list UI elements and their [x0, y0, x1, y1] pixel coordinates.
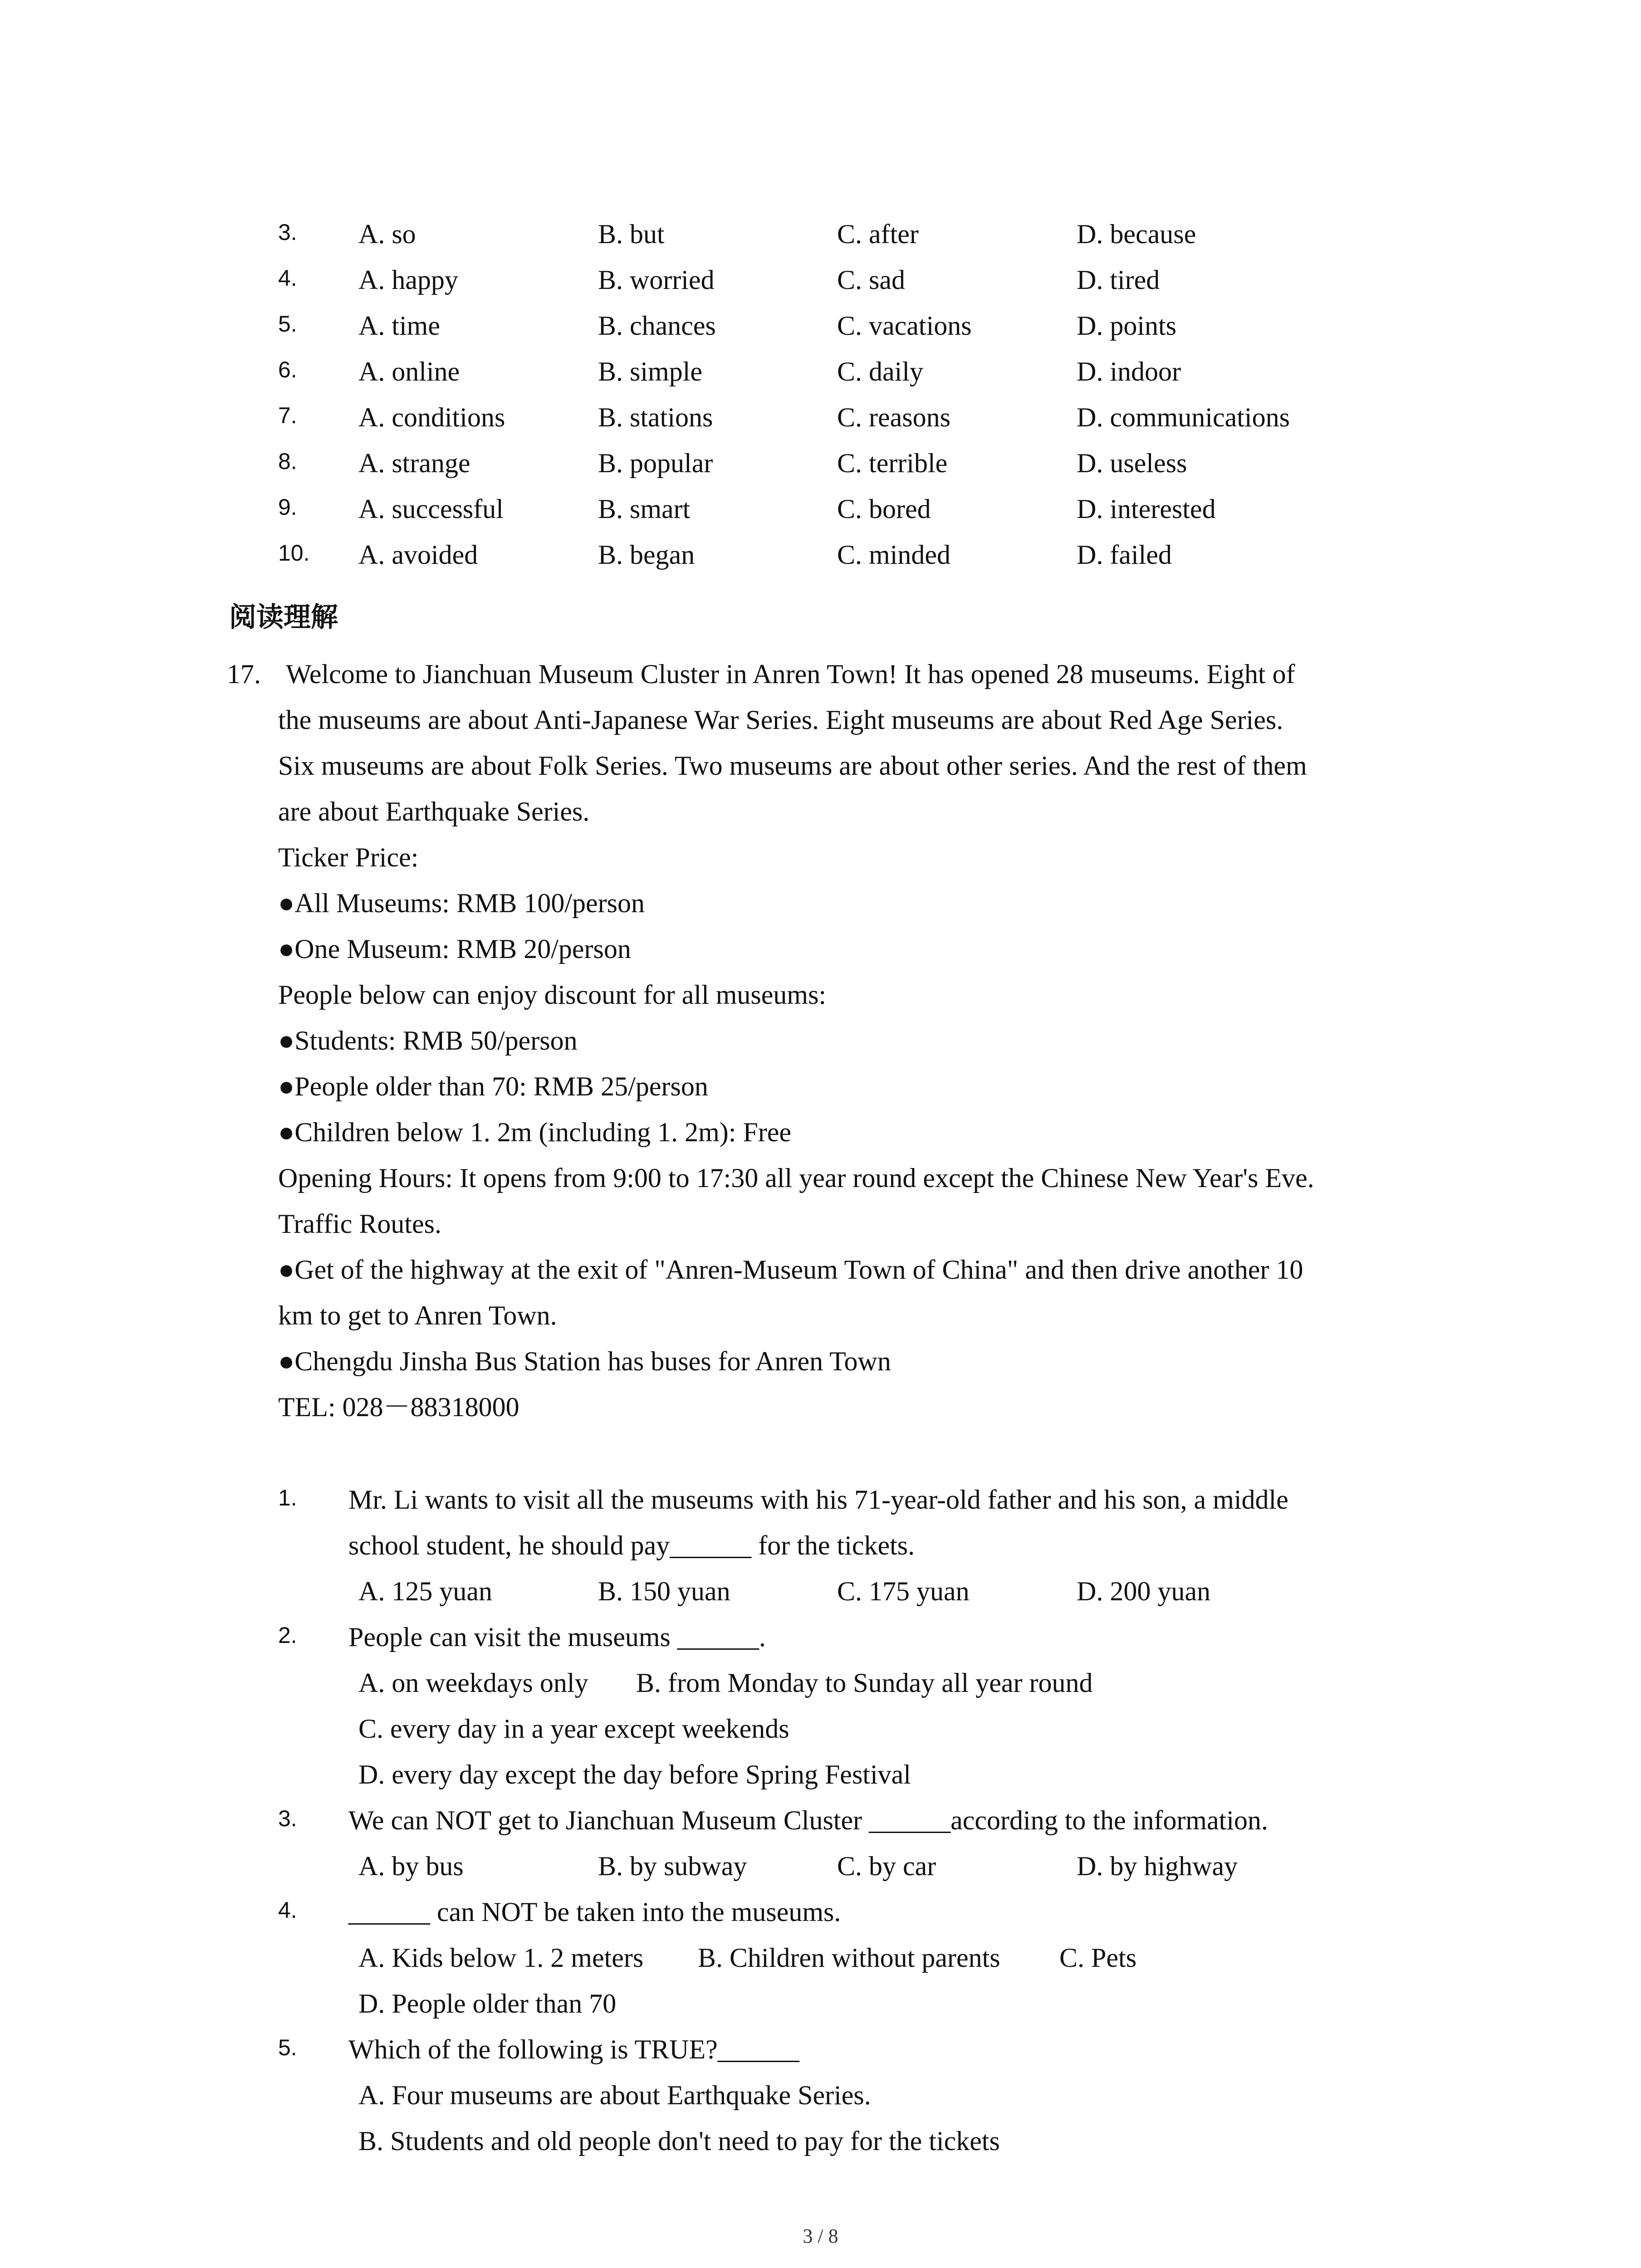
option-c: C. by car — [837, 1851, 936, 1881]
option-b: B. Students and old people don't need to pay for the tickets — [358, 2126, 1000, 2156]
option-a: A. 125 yuan — [358, 1576, 492, 1606]
question-stem: Mr. Li wants to visit all the museums with his 71-year-old father and his son, a middle — [348, 1485, 1288, 1515]
option-a: A. Kids below 1. 2 meters — [358, 1943, 644, 1973]
option-b: B. by subway — [598, 1851, 747, 1881]
option-b: B. Children without parents — [698, 1943, 1000, 1973]
option-a: A. happy — [358, 265, 458, 295]
option-a: A. online — [358, 357, 460, 386]
option-c: C. minded — [837, 540, 950, 570]
option-c: C. sad — [837, 265, 905, 295]
question-number: 5. — [278, 311, 297, 337]
question-number: 3. — [278, 220, 297, 245]
passage-number: 17. — [227, 659, 261, 689]
option-c: C. after — [837, 219, 919, 249]
option-a: A. on weekdays only — [358, 1668, 588, 1698]
option-c: C. reasons — [837, 402, 950, 432]
question-number: 10. — [278, 540, 310, 566]
question-number: 3. — [278, 1806, 297, 1831]
option-a: A. strange — [358, 448, 470, 478]
option-d: D. useless — [1077, 448, 1187, 478]
question-number: 5. — [278, 2035, 297, 2060]
question-stem: ______ can NOT be taken into the museums. — [348, 1897, 841, 1927]
option-d: D. 200 yuan — [1077, 1576, 1210, 1606]
option-b: B. worried — [598, 265, 715, 295]
option-c: C. daily — [837, 357, 923, 386]
option-a: A. successful — [358, 494, 504, 524]
question-stem: Which of the following is TRUE?______ — [348, 2034, 799, 2064]
option-d: D. by highway — [1077, 1851, 1238, 1881]
option-b: B. began — [598, 540, 695, 570]
option-a: A. by bus — [358, 1851, 464, 1881]
question-number: 2. — [278, 1623, 297, 1648]
option-b: B. 150 yuan — [598, 1576, 730, 1606]
option-c: C. 175 yuan — [837, 1576, 970, 1606]
question-number: 7. — [278, 403, 297, 428]
option-d: D. points — [1077, 311, 1177, 341]
document-page: 3. A. so B. but C. after D. because 4. A. happy B. worried C. sad D. tired 5. A. time B. chances C. vacations D. points 6. A. online B. simple C. daily D. indoor 7. A. conditions B. stations C. reasons D. communications 8. A. strange B. popular C. terrible D. useless 9. A. successful B. smart C. bored D. interested 10. A. avoided B. began C. minded D. failed 阅读理解 17. Welcome to Jianchuan Museum Cluster in Anren Town! It has opened 28 museums. Eight of the museums are about Anti-Japanese War Series. Eight museums are about Red Age Series. Six museums are about Folk Series. Two museums are about other series. And the rest of them are about Earthquake Series. Ticker Price: ●All Museums: RMB 100/person ●One Museum: RMB 20/person People below can enjoy discount for all museums: ●Students: RMB 50/person ●People older than 70: RMB 25/person ●Children below 1. 2m (including 1. 2m): Free Opening Hours: It opens from 9:00 to 17:30 all year round except the Chinese New Year's Eve. Traffic Routes. ●Get of the highway at the exit of "Anren-Museum Town of China" and then drive another 10 km to get to Anren Town. ●Chengdu Jinsha Bus Station has buses for Anren Town TEL: 028－88318000 1. Mr. Li wants to visit all the museums with his 71-year-old father and his son, a middle school student, he should pay______ for the tickets. A. 125 yuan B. 150 yuan C. 175 yuan D. 200 yuan 2. People can visit the museums ______. A. on weekdays only B. from Monday to Sunday all year round C. every day in a year except weekends D. every day except the day before Spring Festival 3. We can NOT get to Jianchuan Museum Cluster ______according to the information. A. by bus B. by subway C. by car D. by highway 4. ______ can NOT be taken into the museums. A. Kids below 1. 2 meters B. Children without parents C. Pets D. People older than 70 5. Which of the following is TRUE?______ A. Four museums are about Earthquake Series. B. Students and old people don't need to pay for the tickets 3 / 8 — [0, 0, 1641, 2268]
option-b: B. popular — [598, 448, 713, 478]
option-c: C. terrible — [837, 448, 948, 478]
option-d: D. every day except the day before Spring Festival — [358, 1760, 911, 1789]
option-a: A. Four museums are about Earthquake Series. — [358, 2080, 871, 2110]
option-b: B. smart — [598, 494, 691, 524]
question-number: 4. — [278, 1897, 297, 1923]
option-c: C. Pets — [1059, 1943, 1137, 1973]
option-a: A. conditions — [358, 402, 505, 432]
question-stem: We can NOT get to Jianchuan Museum Cluster ______according to the information. — [348, 1805, 1268, 1835]
option-d: D. because — [1077, 219, 1196, 249]
option-d: D. failed — [1077, 540, 1172, 570]
question-number: 6. — [278, 357, 297, 382]
option-a: A. time — [358, 311, 440, 341]
option-c: C. vacations — [837, 311, 972, 341]
page-number: 3 / 8 — [803, 2225, 838, 2247]
option-d: D. People older than 70 — [358, 1989, 617, 2019]
question-number: 1. — [278, 1485, 297, 1510]
question-number: 8. — [278, 449, 297, 474]
option-d: D. communications — [1077, 402, 1290, 432]
option-b: B. chances — [598, 311, 716, 341]
question-number: 4. — [278, 265, 297, 291]
question-stem: school student, he should pay______ for the tickets. — [348, 1530, 915, 1560]
option-d: D. tired — [1077, 265, 1160, 295]
option-b: B. from Monday to Sunday all year round — [636, 1668, 1093, 1698]
option-b: B. stations — [598, 402, 713, 432]
option-c: C. bored — [837, 494, 931, 524]
option-a: A. avoided — [358, 540, 478, 570]
option-b: B. but — [598, 219, 665, 249]
option-a: A. so — [358, 219, 416, 249]
option-c: C. every day in a year except weekends — [358, 1714, 789, 1744]
option-d: D. interested — [1077, 494, 1216, 524]
question-stem: People can visit the museums ______. — [348, 1622, 766, 1652]
section-heading: 阅读理解 — [229, 601, 338, 633]
option-b: B. simple — [598, 357, 703, 386]
question-number: 9. — [278, 494, 297, 520]
option-d: D. indoor — [1077, 357, 1181, 386]
